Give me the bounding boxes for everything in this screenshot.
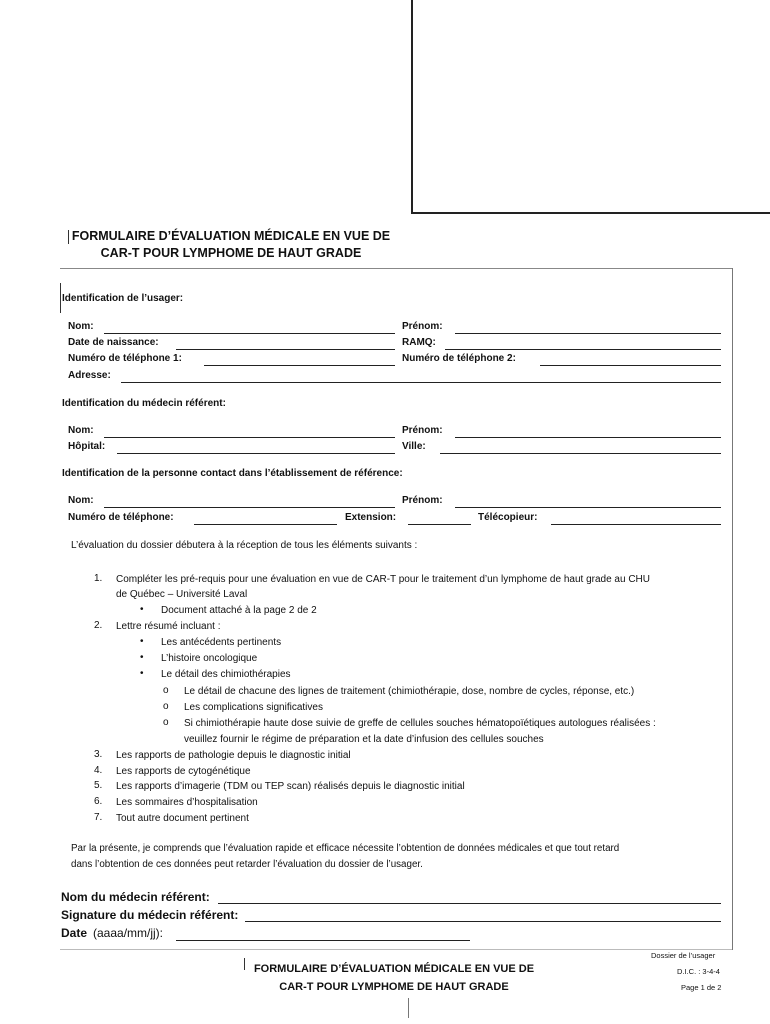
- contact-tel-label: Numéro de téléphone:: [68, 512, 174, 523]
- footer-dossier: Dossier de l’usager: [651, 951, 716, 960]
- contact-prenom-label: Prénom:: [402, 495, 443, 506]
- contact-nom-field[interactable]: [104, 507, 395, 508]
- cursor-mark: [244, 958, 245, 970]
- list-number: 2.: [94, 620, 103, 631]
- cursor-mark: [68, 230, 69, 244]
- patient-adresse-field[interactable]: [121, 382, 721, 383]
- list-number: 6.: [94, 796, 103, 807]
- doctor-nom-label: Nom:: [68, 425, 94, 436]
- bullet-icon: •: [140, 604, 144, 615]
- footer-page-number: Page 1 de 2: [681, 983, 722, 992]
- footer-rule: [60, 949, 732, 950]
- bullet-icon: •: [140, 652, 144, 663]
- patient-dob-field[interactable]: [176, 349, 395, 350]
- footer-title: [246, 960, 542, 996]
- list-item-2-sub-1: Le détail de chacune des lignes de traitement (chimiothérapie, dose, nombre de cycles, réponse, etc.): [184, 686, 635, 697]
- circle-bullet-icon: o: [163, 717, 169, 728]
- doctor-nom-field[interactable]: [104, 437, 395, 438]
- patient-ramq-field[interactable]: [445, 349, 721, 350]
- form-title-line2: CAR-T POUR LYMPHOME DE HAUT GRADE: [100, 246, 362, 260]
- intro-text: L’évaluation du dossier débutera à la réception de tous les éléments suivants :: [71, 540, 418, 551]
- contact-tel-field[interactable]: [194, 524, 337, 525]
- contact-section-heading: Identification de la personne contact dans l’établissement de référence:: [62, 468, 403, 479]
- patient-label-box: [411, 0, 770, 214]
- patient-tel1-label: Numéro de téléphone 1:: [68, 353, 182, 364]
- circle-bullet-icon: o: [163, 701, 169, 712]
- contact-fax-label: Télécopieur:: [478, 512, 538, 523]
- footer-title-line2: CAR-T POUR LYMPHOME DE HAUT GRADE: [279, 981, 509, 993]
- footer-title-line1: FORMULAIRE D’ÉVALUATION MÉDICALE EN VUE DE: [253, 963, 535, 975]
- contact-nom-label: Nom:: [68, 495, 94, 506]
- doctor-name-sign-label: Nom du médecin référent:: [61, 890, 210, 904]
- doctor-name-sign-field[interactable]: [218, 903, 721, 904]
- form-title: [70, 228, 392, 262]
- form-title-line1: FORMULAIRE D’ÉVALUATION MÉDICALE EN VUE DE: [71, 229, 391, 243]
- list-number: 4.: [94, 765, 103, 776]
- list-item-4: Les rapports de cytogénétique: [116, 766, 251, 777]
- list-item-1-sub: Document attaché à la page 2 de 2: [161, 605, 317, 616]
- date-format-hint: (aaaa/mm/jj):: [93, 926, 164, 940]
- list-item-7: Tout autre document pertinent: [116, 813, 249, 824]
- list-item-2-bullet-2: L’histoire oncologique: [161, 653, 258, 664]
- doctor-hopital-label: Hôpital:: [68, 441, 106, 452]
- doctor-section-heading: Identification du médecin référent:: [62, 398, 226, 409]
- doctor-prenom-label: Prénom:: [402, 425, 443, 436]
- list-item-2-bullet-3: Le détail des chimiothérapies: [161, 669, 291, 680]
- list-number: 1.: [94, 573, 103, 584]
- list-item-3: Les rapports de pathologie depuis le diagnostic initial: [116, 750, 351, 761]
- list-item-6: Les sommaires d’hospitalisation: [116, 797, 258, 808]
- list-item-1-line1: Compléter les pré-requis pour une évaluation en vue de CAR-T pour le traitement d’un lymphome de haut grade au CHU: [116, 574, 650, 585]
- patient-tel2-label: Numéro de téléphone 2:: [402, 353, 516, 364]
- list-number: 3.: [94, 749, 103, 760]
- patient-nom-label: Nom:: [68, 321, 94, 332]
- date-field[interactable]: [176, 940, 470, 941]
- patient-section-heading: Identification de l’usager:: [62, 293, 184, 304]
- doctor-hopital-field[interactable]: [117, 453, 395, 454]
- list-item-2: Lettre résumé incluant :: [116, 621, 221, 632]
- footer-mark: [408, 998, 409, 1018]
- patient-prenom-label: Prénom:: [402, 321, 443, 332]
- bullet-icon: •: [140, 668, 144, 679]
- patient-dob-label: Date de naissance:: [68, 337, 159, 348]
- contact-ext-label: Extension:: [345, 512, 397, 523]
- patient-adresse-label: Adresse:: [68, 370, 111, 381]
- consent-line2: dans l’obtention de ces données peut retarder l’évaluation du dossier de l’usager.: [71, 859, 423, 870]
- list-item-2-sub-2: Les complications significatives: [184, 702, 323, 713]
- list-number: 5.: [94, 780, 103, 791]
- doctor-prenom-field[interactable]: [455, 437, 721, 438]
- list-item-2-bullet-1: Les antécédents pertinents: [161, 637, 282, 648]
- list-item-5: Les rapports d’imagerie (TDM ou TEP scan) réalisés depuis le diagnostic initial: [116, 781, 465, 792]
- list-item-2-sub-3-line1: Si chimiothérapie haute dose suivie de greffe de cellules souches hématopoïétiques autologues réalisées :: [184, 718, 656, 729]
- contact-prenom-field[interactable]: [455, 507, 721, 508]
- patient-ramq-label: RAMQ:: [402, 337, 436, 348]
- contact-ext-field[interactable]: [408, 524, 471, 525]
- footer-dic: D.I.C. : 3-4-4: [677, 967, 720, 976]
- doctor-signature-label: Signature du médecin référent:: [61, 908, 239, 922]
- patient-tel2-field[interactable]: [540, 365, 721, 366]
- list-item-2-sub-3-line2: veuillez fournir le régime de préparation et la date d’infusion des cellules souches: [184, 734, 544, 745]
- patient-nom-field[interactable]: [104, 333, 395, 334]
- patient-tel1-field[interactable]: [204, 365, 395, 366]
- patient-prenom-field[interactable]: [455, 333, 721, 334]
- bullet-icon: •: [140, 636, 144, 647]
- frame-top: [60, 268, 732, 269]
- frame-right: [732, 268, 733, 950]
- doctor-signature-field[interactable]: [245, 921, 721, 922]
- list-item-1-line2: de Québec – Université Laval: [116, 589, 248, 600]
- doctor-ville-label: Ville:: [402, 441, 426, 452]
- circle-bullet-icon: o: [163, 685, 169, 696]
- list-number: 7.: [94, 812, 103, 823]
- doctor-ville-field[interactable]: [440, 453, 721, 454]
- date-label: Date: [61, 926, 88, 940]
- consent-line1: Par la présente, je comprends que l’évaluation rapide et efficace nécessite l’obtention de données médicales et que tout retard: [71, 843, 620, 854]
- frame-mark: [60, 283, 61, 313]
- contact-fax-field[interactable]: [551, 524, 721, 525]
